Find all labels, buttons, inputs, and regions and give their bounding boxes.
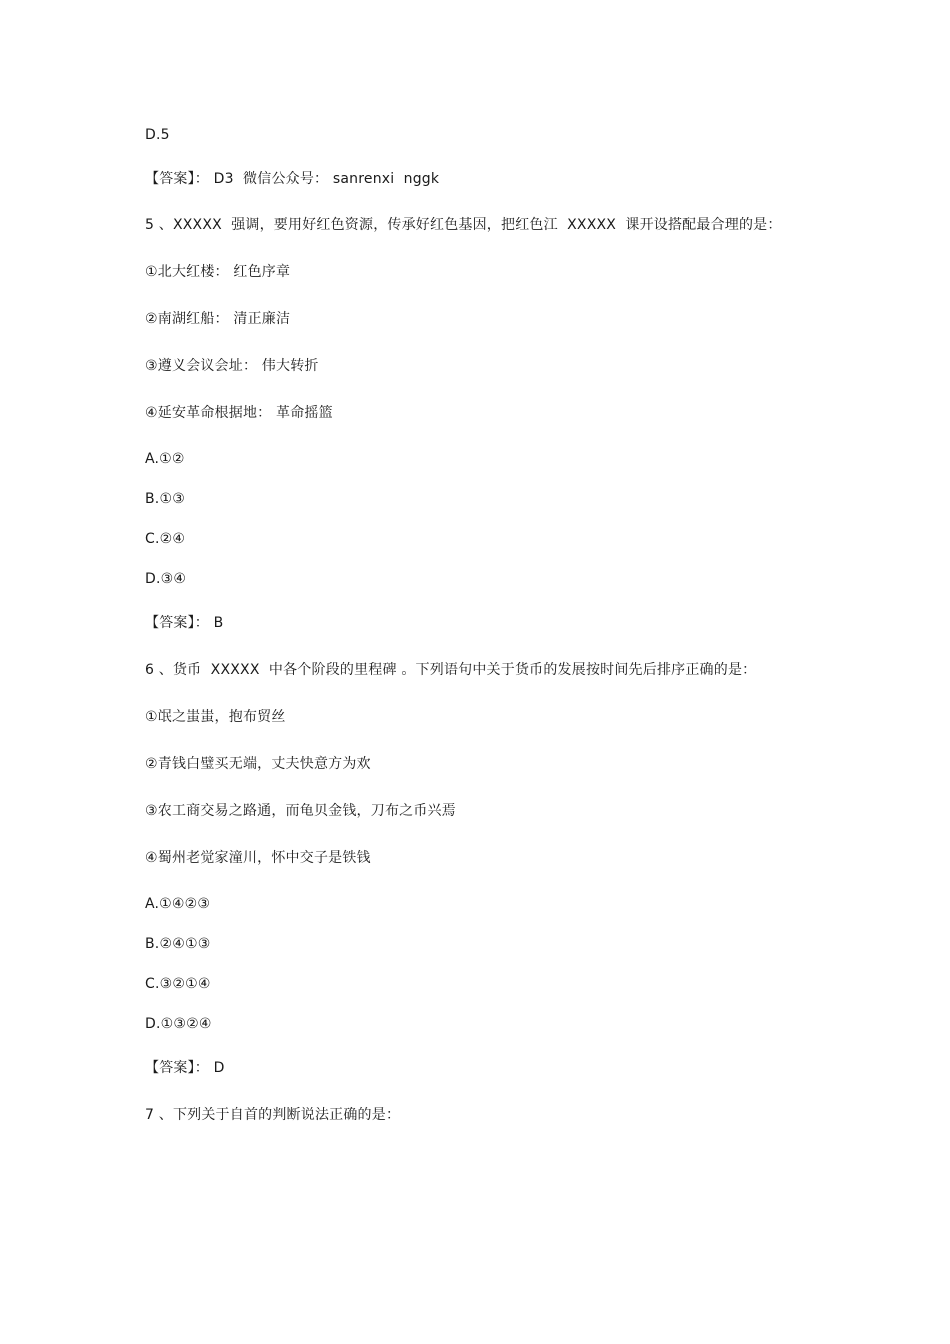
q5-option-a: A.①② <box>145 451 185 467</box>
q5-item-4: ④延安革命根据地： 革命摇篮 <box>145 405 333 421</box>
q6-option-d: D.①③②④ <box>145 1016 212 1032</box>
answer-q4: 【答案】： D3 微信公众号： sanrenxi nggk <box>145 171 440 187</box>
q5-option-c: C.②④ <box>145 531 186 547</box>
q5-item-3: ③遵义会议会址： 伟大转折 <box>145 358 319 374</box>
q6-item-3: ③农工商交易之路通，而龟贝金钱，刀布之币兴焉 <box>145 803 456 819</box>
q5-item-1: ①北大红楼： 红色序章 <box>145 264 291 280</box>
answer-q6: 【答案】： D <box>145 1060 225 1076</box>
q6-item-1: ①氓之蚩蚩，抱布贸丝 <box>145 709 286 725</box>
option-d-q4: D.5 <box>145 127 170 143</box>
q6-option-a: A.①④②③ <box>145 896 211 912</box>
q5-option-b: B.①③ <box>145 491 185 507</box>
q5-option-d: D.③④ <box>145 571 187 587</box>
q6-item-2: ②青钱白璧买无端，丈夫快意方为欢 <box>145 756 371 772</box>
answer-q5: 【答案】： B <box>145 615 224 631</box>
question-6: 6 、货币 XXXXX 中各个阶段的里程碑 。下列语句中关于货币的发展按时间先后排序正确的是： <box>145 662 757 678</box>
q6-option-c: C.③②①④ <box>145 976 211 992</box>
q6-item-4: ④蜀州老觉家潼川，怀中交子是铁钱 <box>145 850 371 866</box>
q5-item-2: ②南湖红船： 清正廉洁 <box>145 311 291 327</box>
q6-option-b: B.②④①③ <box>145 936 211 952</box>
question-5: 5 、XXXXX 强调，要用好红色资源，传承好红色基因，把红色江 XXXXX 课开设搭配最合理的是： <box>145 217 782 233</box>
question-7: 7 、下列关于自首的判断说法正确的是： <box>145 1107 401 1123</box>
